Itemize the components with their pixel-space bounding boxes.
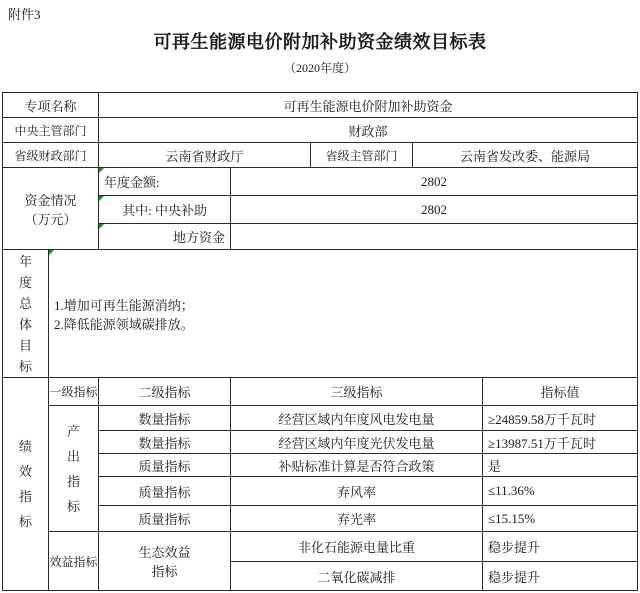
funding-central-subsidy-value: 2802 [231, 196, 638, 224]
level2-cell: 数量指标 [99, 431, 231, 454]
header-level3: 三级指标 [231, 378, 483, 406]
attachment-label: 附件3 [8, 7, 41, 22]
table-row [3, 378, 638, 406]
value-cell: 是 [483, 454, 638, 477]
page-subtitle: （2020年度） [283, 61, 356, 75]
level3-cell: 弃光率 [231, 506, 483, 532]
table-row [3, 224, 638, 250]
funding-annual-amount-value: 2802 [231, 168, 638, 196]
value-cell: ≥13987.51万千瓦时 [483, 431, 638, 454]
table-row [3, 477, 638, 506]
performance-section-label-text: 绩效指标 [18, 439, 32, 529]
funding-central-subsidy-label: 其中: 中央补助 [99, 196, 231, 224]
table-row [3, 431, 638, 454]
level2-cell: 质量指标 [99, 477, 231, 506]
table-row [3, 406, 638, 431]
central-dept-value: 财政部 [99, 118, 638, 143]
output-group-label [49, 406, 99, 532]
level3-cell: 二氧化碳减排 [231, 562, 483, 591]
provincial-dept-label: 省级主管部门 [311, 143, 413, 168]
page-title: 可再生能源电价附加补助资金绩效目标表 [153, 32, 487, 52]
excel-flag-icon [99, 168, 104, 173]
excel-flag-icon [99, 196, 104, 201]
level2-cell: 质量指标 [99, 506, 231, 532]
header-level1: 一级指标 [49, 378, 99, 406]
provincial-finance-label: 省级财政部门 [3, 143, 99, 168]
funding-local-funds-label: 地方资金 [99, 224, 231, 250]
output-group-label-text: 产出指标 [66, 423, 80, 514]
value-cell: ≥24859.58万千瓦时 [483, 406, 638, 431]
table-row [3, 196, 638, 224]
level3-cell: 弃风率 [231, 477, 483, 506]
level3-cell: 非化石能源电量比重 [231, 532, 483, 562]
table-row [3, 168, 638, 196]
performance-target-table [2, 92, 638, 591]
table-row [3, 93, 638, 118]
table-row [3, 250, 638, 378]
level3-cell: 经营区域内年度风电发电量 [231, 406, 483, 431]
funding-local-funds-value [231, 224, 638, 250]
level3-cell: 补贴标准计算是否符合政策 [231, 454, 483, 477]
header-value: 指标值 [483, 378, 638, 406]
benefit-group-label: 效益指标 [49, 532, 99, 591]
funding-annual-amount-label: 年度金额: [99, 168, 231, 196]
table-row [3, 118, 638, 143]
provincial-dept-value: 云南省发改委、能源局 [413, 143, 638, 168]
table-row [3, 143, 638, 168]
excel-flag-icon [99, 224, 104, 229]
table-row [3, 454, 638, 477]
level2-cell: 质量指标 [99, 454, 231, 477]
value-cell: 稳步提升 [483, 532, 638, 562]
table-row [3, 506, 638, 532]
project-name-value: 可再生能源电价附加补助资金 [99, 93, 638, 118]
project-name-label: 专项名称 [3, 93, 99, 118]
level3-cell: 经营区域内年度光伏发电量 [231, 431, 483, 454]
excel-flag-icon [49, 250, 54, 255]
funding-section-label: 资金情况 （万元） [3, 168, 99, 250]
level2-cell: 数量指标 [99, 406, 231, 431]
annual-goal-label [3, 250, 49, 378]
performance-section-label [3, 378, 49, 591]
eco-sub-label: 生态效益 指标 [99, 532, 231, 591]
value-cell: 稳步提升 [483, 562, 638, 591]
header-level2: 二级指标 [99, 378, 231, 406]
central-dept-label: 中央主管部门 [3, 118, 99, 143]
annual-goal-text: 1.增加可再生能源消纳； 2.降低能源领域碳排放。 [49, 250, 638, 378]
annual-goal-label-text: 年度总体目标 [18, 253, 32, 374]
table-row [3, 532, 638, 562]
provincial-finance-value: 云南省财政厅 [99, 143, 311, 168]
value-cell: ≤15.15% [483, 506, 638, 532]
value-cell: ≤11.36% [483, 477, 638, 506]
